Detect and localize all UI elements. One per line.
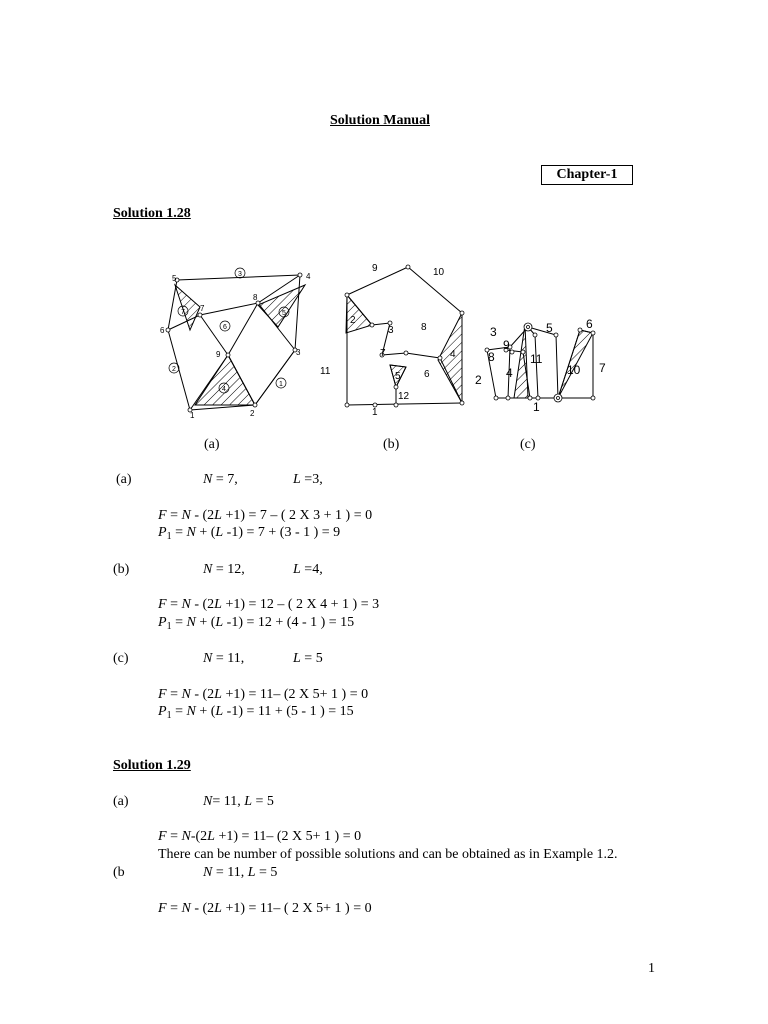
f-equation-128c: F = N - (2L +1) = 11– (2 X 5+ 1 ) = 0 <box>158 687 369 702</box>
label-c-11: 11 <box>530 352 543 366</box>
link-a-hatched-bottom <box>195 355 255 405</box>
label-b-7: 7 <box>380 348 386 359</box>
l-value-128b: L =4, <box>293 562 323 577</box>
l-value-128a: L =3, <box>293 472 323 487</box>
label-a-9: 9 <box>216 350 221 359</box>
nl-values-129b: N = 11, L = 5 <box>203 865 278 880</box>
label-c-5: 5 <box>546 321 553 335</box>
label-b-4: 4 <box>450 349 456 360</box>
figure-b <box>346 267 462 405</box>
f-equation-129b: F = N - (2L +1) = 11– ( 2 X 5+ 1 ) = 0 <box>158 901 372 916</box>
circled-a-4: 4 <box>222 386 226 393</box>
p-equation-128c: $P_1 = N + (L$ -1) = 11 + (5 - 1 ) = 15 <box>158 704 354 721</box>
solution-heading-1-29: Solution 1.29 <box>113 758 191 773</box>
f-equation-128a: F = N - (2L +1) = 7 – ( 2 X 3 + 1 ) = 0 <box>158 508 373 523</box>
n-value-128c: N = 11, <box>203 651 245 666</box>
n-value-128b: N = 12, <box>203 562 245 577</box>
figure-caption-a: (a) <box>204 437 220 452</box>
circled-a-2: 2 <box>172 366 176 373</box>
label-b-11: 11 <box>320 366 331 377</box>
circled-a-6: 6 <box>223 324 227 331</box>
p-equation-128b: $P_1 = N + (L$ -1) = 12 + (4 - 1 ) = 15 <box>158 615 355 632</box>
circled-a-7: 7 <box>181 309 185 316</box>
label-b-5: 5 <box>395 371 401 382</box>
chapter-badge: Chapter-1 <box>541 165 633 185</box>
link-a-hatched-left <box>175 285 200 330</box>
label-a-6: 6 <box>160 326 165 335</box>
figure-caption-b: (b) <box>383 437 400 452</box>
label-b-6: 6 <box>424 369 430 380</box>
solution-heading-1-28: Solution 1.28 <box>113 206 191 221</box>
label-a-3: 3 <box>296 348 301 357</box>
part-label-129b: (b <box>113 865 125 880</box>
figure-b-joints <box>345 265 464 407</box>
part-label-128a: (a) <box>116 472 132 487</box>
part-label-128c: (c) <box>113 651 129 666</box>
circled-a-3: 3 <box>238 271 242 278</box>
label-c-7: 7 <box>599 361 606 375</box>
part-label-129a: (a) <box>113 794 129 809</box>
circled-a-5: 5 <box>282 310 286 317</box>
link-b-hatched-2 <box>346 295 372 333</box>
label-a-2: 2 <box>250 409 255 418</box>
n-value-128a: N = 7, <box>203 472 238 487</box>
label-a-4: 4 <box>306 272 311 281</box>
label-c-10: 10 <box>567 363 581 377</box>
link-c-hatched-11 <box>514 325 528 398</box>
page-title: Solution Manual <box>330 113 430 128</box>
label-b-10: 10 <box>433 267 445 278</box>
label-c-3: 3 <box>490 325 497 339</box>
f-equation-129a: F = N-(2L +1) = 11– (2 X 5+ 1 ) = 0 <box>158 829 362 844</box>
figure-b-labels <box>320 263 456 418</box>
label-b-2: 2 <box>350 315 356 326</box>
label-a-7: 7 <box>200 304 205 313</box>
label-b-12: 12 <box>398 391 410 402</box>
label-a-5: 5 <box>172 274 177 283</box>
label-b-3: 3 <box>388 325 394 336</box>
label-c-8: 8 <box>488 350 495 364</box>
nl-values-129a: N= 11, L = 5 <box>203 794 274 809</box>
label-b-9: 9 <box>372 263 378 274</box>
l-value-128c: L = 5 <box>293 651 323 666</box>
circled-a-1: 1 <box>279 381 283 388</box>
label-b-8: 8 <box>421 322 427 333</box>
label-c-1: 1 <box>533 400 540 414</box>
p-equation-128a: $P_1 = N + (L$ -1) = 7 + (3 - 1 ) = 9 <box>158 525 341 542</box>
page-number: 1 <box>648 961 655 976</box>
figure-caption-c: (c) <box>520 437 536 452</box>
label-c-6: 6 <box>586 317 593 331</box>
linkage-figure <box>150 255 620 425</box>
part-label-128b: (b) <box>113 562 130 577</box>
note-129a: There can be number of possible solutions and can be obtained as in Example 1.2. <box>158 847 618 862</box>
label-c-2: 2 <box>475 373 482 387</box>
label-a-8: 8 <box>253 293 258 302</box>
label-a-1: 1 <box>190 411 195 420</box>
f-equation-128b: F = N - (2L +1) = 12 – ( 2 X 4 + 1 ) = 3 <box>158 597 380 612</box>
label-c-9: 9 <box>503 338 510 352</box>
label-b-1: 1 <box>372 407 378 418</box>
figure-a <box>168 275 305 410</box>
label-c-4: 4 <box>506 366 513 380</box>
